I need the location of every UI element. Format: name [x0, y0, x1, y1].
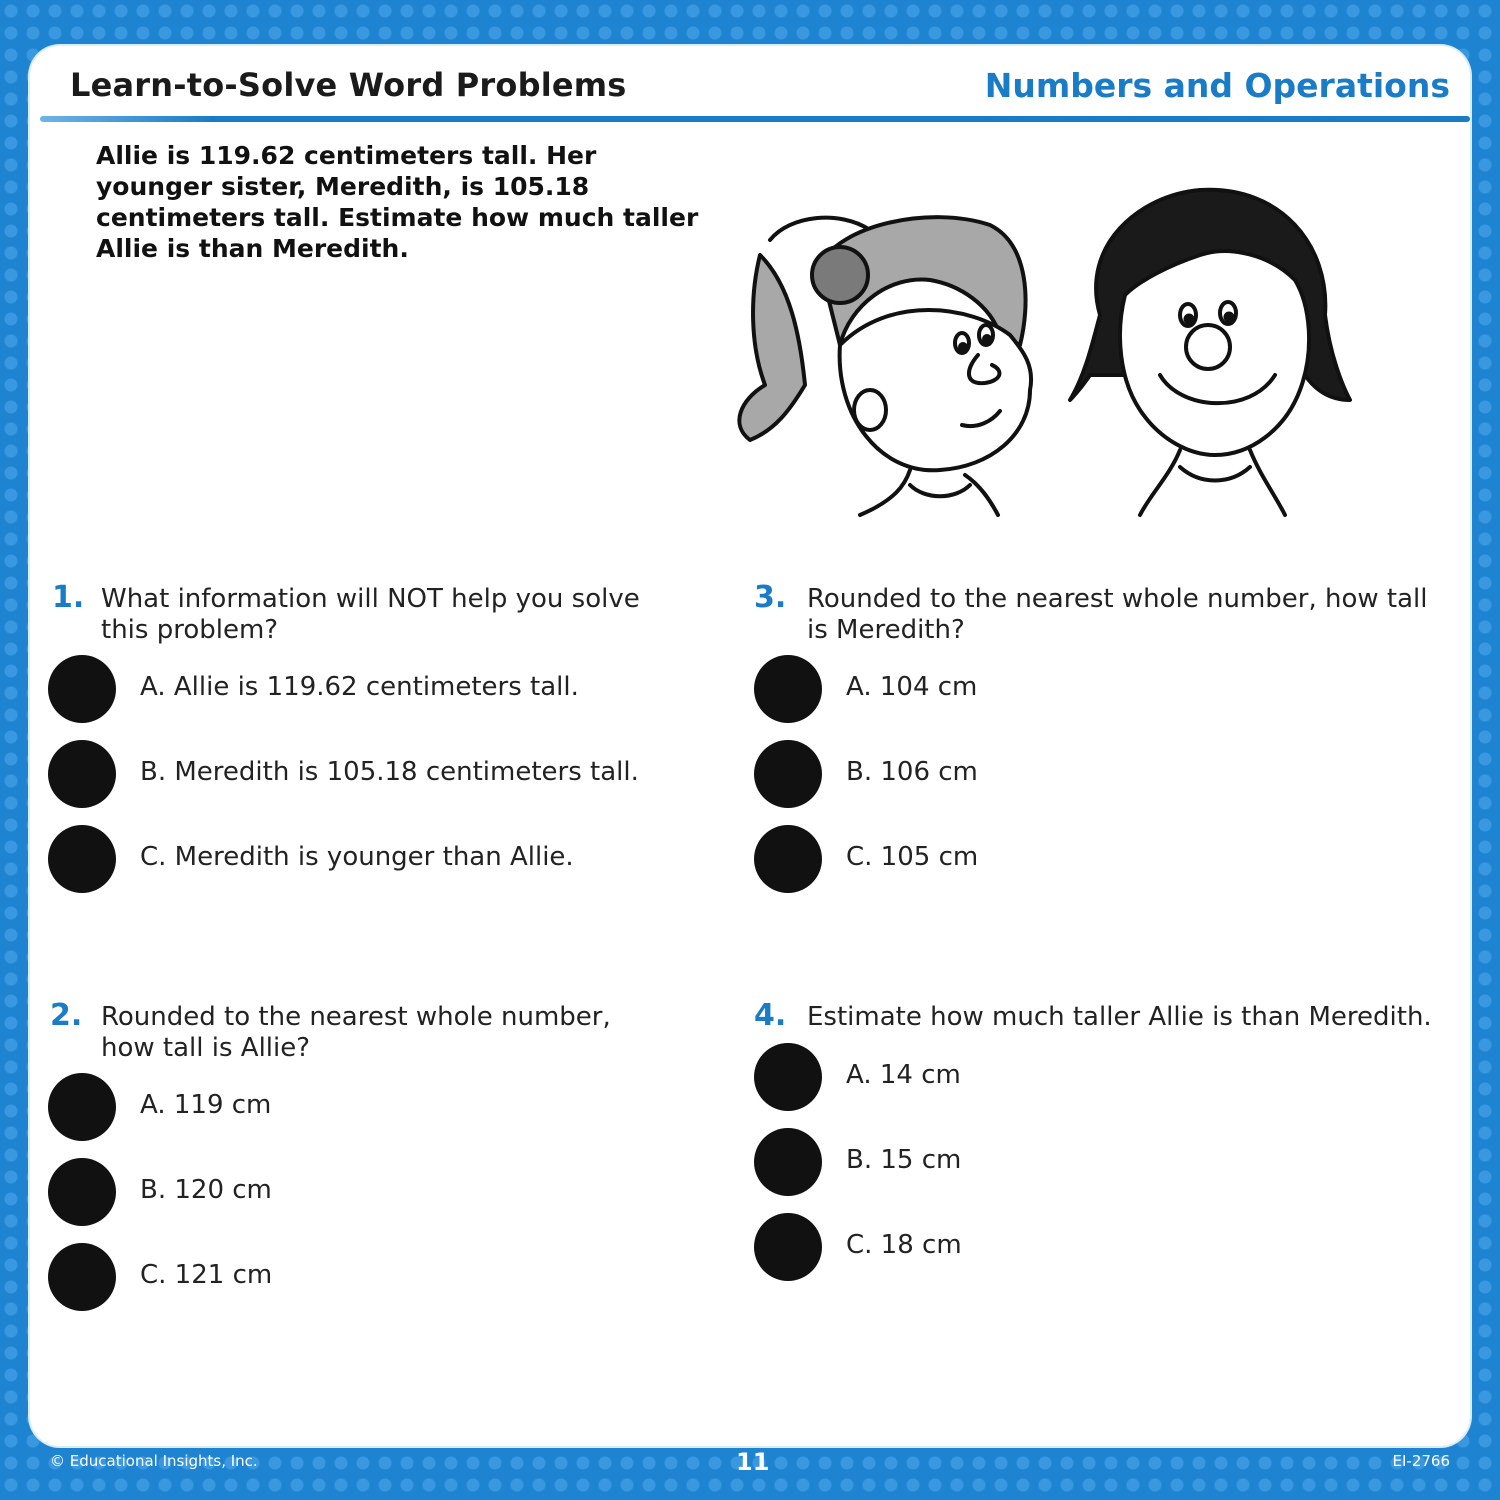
option-label: C. 121 cm: [140, 1260, 273, 1290]
girls-illustration: [730, 185, 1360, 520]
question-1-text: What information will NOT help you solve this problem?: [101, 584, 640, 645]
answer-bubble[interactable]: [754, 1128, 822, 1196]
answer-bubble[interactable]: [48, 1243, 116, 1311]
page-title: Learn-to-Solve Word Problems: [70, 66, 627, 104]
option-label: A. 119 cm: [140, 1090, 272, 1120]
option-label: A. 104 cm: [846, 672, 978, 702]
option-label: B. Meredith is 105.18 centimeters tall.: [140, 757, 639, 787]
section-title: Numbers and Operations: [984, 66, 1450, 105]
meredith-illustration: [1070, 190, 1350, 515]
allie-illustration: [739, 217, 1031, 515]
option-label: A. Allie is 119.62 centimeters tall.: [140, 672, 579, 702]
problem-prompt: Allie is 119.62 centimeters tall. Her younger sister, Meredith, is 105.18 centimeters tall. Estimate how much taller Allie is than Meredith.: [96, 141, 699, 263]
question-3-text: Rounded to the nearest whole number, how tall is Meredith?: [807, 584, 1428, 645]
question-3-number: 3.: [754, 580, 787, 615]
option-label: C. 105 cm: [846, 842, 979, 872]
option-label: A. 14 cm: [846, 1060, 961, 1090]
answer-bubble[interactable]: [48, 1073, 116, 1141]
copyright-notice: © Educational Insights, Inc.: [50, 1452, 258, 1470]
option-label: B. 120 cm: [140, 1175, 272, 1205]
answer-bubble[interactable]: [754, 740, 822, 808]
answer-bubble[interactable]: [754, 825, 822, 893]
answer-bubble[interactable]: [48, 740, 116, 808]
question-4-text: Estimate how much taller Allie is than Meredith.: [807, 1002, 1432, 1032]
answer-bubble[interactable]: [754, 1043, 822, 1111]
page-number: 11: [736, 1448, 770, 1476]
answer-bubble[interactable]: [754, 655, 822, 723]
answer-bubble[interactable]: [754, 1213, 822, 1281]
answer-bubble[interactable]: [48, 655, 116, 723]
question-1-number: 1.: [52, 580, 85, 615]
header-divider: [40, 116, 1470, 122]
answer-bubble[interactable]: [48, 825, 116, 893]
question-2-text: Rounded to the nearest whole number, how tall is Allie?: [101, 1002, 611, 1063]
option-label: C. Meredith is younger than Allie.: [140, 842, 574, 872]
option-label: C. 18 cm: [846, 1230, 962, 1260]
option-label: B. 15 cm: [846, 1145, 962, 1175]
question-4-number: 4.: [754, 998, 787, 1033]
answer-bubble[interactable]: [48, 1158, 116, 1226]
option-label: B. 106 cm: [846, 757, 978, 787]
product-code: EI-2766: [1392, 1452, 1450, 1470]
question-2-number: 2.: [50, 998, 83, 1033]
